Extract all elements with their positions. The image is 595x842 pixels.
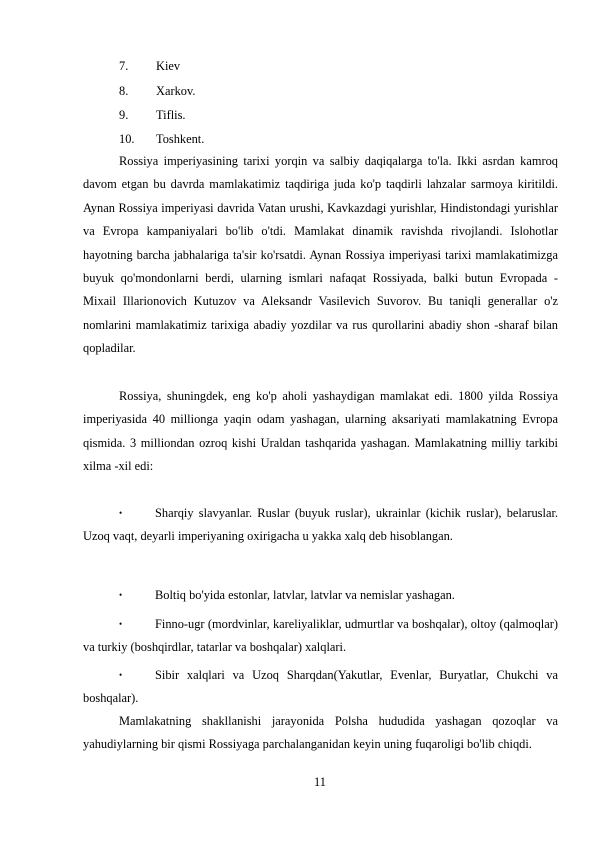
paragraph-history: Rossiya imperiyasining tarixi yorqin va salbiy daqiqalarga to'la. Ikki asrdan kamroq davom etgan bu davrda mamlakatimiz taqdiriga juda ko'p taqdirli lahzalar sarmoya kiritildi. Aynan Rossiya imperiyasi davrida Vatan urushi, Kavkazdagi yurishlar, Hindistondagi yurishlar va Evropa kampaniyalari bo'lib o'tdi. Mamlakat dinamik ravishda rivojlandi. Islohotlar hayotning barcha jabhalariga ta'sir ko'rsatdi. Aynan Rossiya imperiyasi tarixi mamlakatimizga buyuk qo'mondonlarni berdi, ularning ismlari nafaqat Rossiyada, balki butun Evropada - Mixail Illarionovich Kutuzov va Aleksandr Vasilevich Suvorov. Bu taniqli generallar o'z nomlarini mamlakatimiz tarixiga abadiy yozdilar va rus qurollarini abadiy shon -sharaf bilan qopladilar.	[83, 154, 558, 356]
item-text: Kiev	[156, 59, 181, 73]
numbered-item	[119, 130, 204, 148]
bullet-text: Sibir xalqlari va Uzoq Sharqdan(Yakutlar, Evenlar, Buryatlar, Chukchi va boshqalar).	[83, 668, 558, 706]
bullet-icon: •	[119, 508, 123, 518]
bullet-icon: •	[119, 619, 123, 629]
page-number: 11	[314, 775, 326, 789]
numbered-item	[119, 106, 186, 124]
item-text: Tiflis.	[156, 108, 186, 122]
numbered-item	[119, 57, 180, 75]
bullet-text: Finno-ugr (mordvinlar, kareliyaliklar, udmurtlar va boshqalar), oltoy (qalmoqlar) va turkiy (boshqirdlar, tatarlar va boshqalar) xalqlari.	[83, 617, 558, 655]
bullet-item	[83, 613, 558, 660]
bullet-text: Sharqiy slavyanlar. Ruslar (buyuk ruslar), ukrainlar (kichik ruslar), belaruslar. Uzoq vaqt, deyarli imperiyaning oxirigacha u yakka xalq deb hisoblangan.	[83, 506, 558, 544]
numbered-item	[119, 82, 195, 100]
item-text: Toshkent.	[156, 132, 205, 146]
item-number: 8.	[119, 84, 129, 98]
bullet-item	[83, 584, 558, 607]
bullet-item	[83, 664, 558, 711]
bullet-icon: •	[119, 670, 123, 680]
paragraph-population: Rossiya, shuningdek, eng ko'p aholi yashaydigan mamlakat edi. 1800 yilda Rossiya imperiyasida 40 millionga yaqin odam yashagan, ularning aksariyati mamlakatning Evropa qismida. 3 milliondan ozroq kishi Uraldan tashqarida yashagan. Mamlakatning milliy tarkibi xilma -xil edi:	[83, 389, 558, 474]
item-number: 7.	[119, 59, 129, 73]
item-number: 10.	[119, 132, 135, 146]
paragraph-closing: Mamlakatning shakllanishi jarayonida Polsha hududida yashagan qozoqlar va yahudiylarning bir qismi Rossiyaga parchalanganidan keyin uning fuqaroligi bo'lib chiqdi.	[83, 714, 558, 752]
bullet-icon: •	[119, 590, 123, 600]
bullet-item	[83, 502, 558, 549]
item-number: 9.	[119, 108, 129, 122]
item-text: Xarkov.	[156, 84, 196, 98]
bullet-text: Boltiq bo'yida estonlar, latvlar, latvlar va nemislar yashagan.	[155, 588, 455, 602]
